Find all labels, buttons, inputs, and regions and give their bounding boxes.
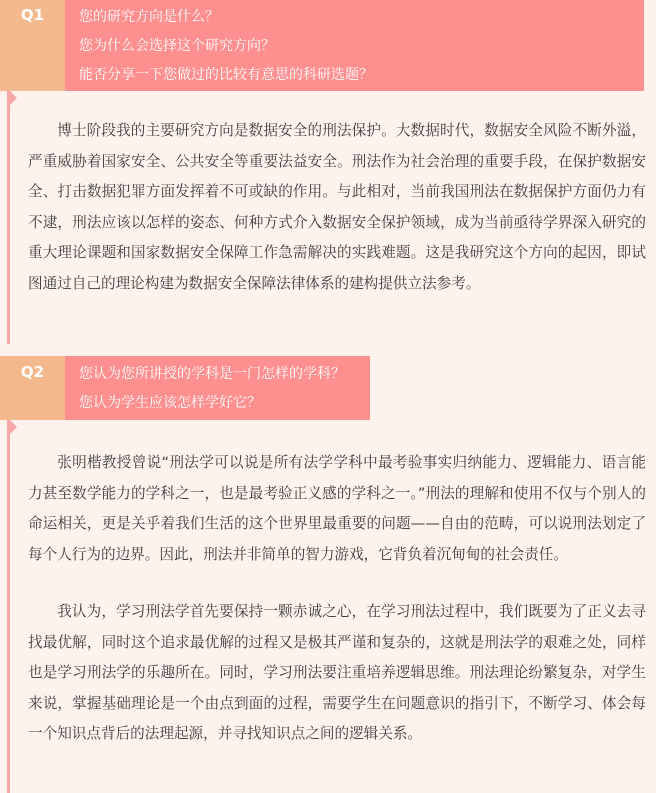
q2-answer-paragraph-1: 张明楷教授曾说“刑法学可以说是所有法学学科中最考验事实归纳能力、逻辑能力、语言能力甚至数学能力的学科之一，也是最考验正义感的学科之一。”刑法的理解和使用不仅与个别人的命运相关，更是关乎着我们生活的这个世界里最重要的问题——自由的范畴，可以说刑法划定了每个人行为的边界。因此，刑法并非简单的智力游戏，它背负着沉甸甸的社会责任。 — [28, 454, 646, 563]
q1-question-1: 您的研究方向是什么？ — [79, 9, 219, 25]
q2-answer-paragraph-2: 我认为，学习刑法学首先要保持一颗赤诚之心，在学习刑法过程中，我们既要为了正义去寻找最优解，同时这个追求最优解的过程又是极其严谨和复杂的，这就是刑法学的艰难之处，同样也是学习刑法学的乐趣所在。同时，学习刑法要注重培养逻辑思维。刑法理论纷繁复杂，对学生来说，掌握基础理论是一个由点到面的过程，需要学生在问题意识的指引下，不断学习、体会每一个知识点背后的法理起源，并寻找知识点之间的逻辑关系。 — [28, 603, 646, 742]
q1-header — [0, 0, 644, 91]
q1-question-2: 您为什么会选择这个研究方向？ — [79, 38, 275, 54]
q1-question-box — [65, 0, 644, 91]
q1-timeline — [7, 91, 10, 344]
q1-question-3: 能否分享一下您做过的比较有意思的科研选题？ — [79, 67, 373, 83]
q2-question-1: 您认为您所讲授的学科是一门怎样的学科？ — [79, 366, 345, 382]
q2-tag: Q2 — [0, 356, 65, 420]
q2-timeline — [7, 420, 10, 793]
q1-timeline-notch — [10, 91, 17, 105]
q2-question-2: 您认为学生应该怎样学好它？ — [79, 395, 261, 411]
q2-question-box — [65, 356, 370, 420]
q1-answer-paragraph: 博士阶段我的主要研究方向是数据安全的刑法保护。大数据时代，数据安全风险不断外溢，严重威胁着国家安全、公共安全等重要法益安全。刑法作为社会治理的重要手段，在保护数据安全、打击数据犯罪方面发挥着不可或缺的作用。与此相对，当前我国刑法在数据保护方面仍力有不逮，刑法应该以怎样的姿态、何种方式介入数据安全保护领域，成为当前亟待学界深入研究的重大理论课题和国家数据安全保障工作急需解决的实践难题。这是我研究这个方向的起因，即试图通过自己的理论构建为数据安全保障法律体系的建构提供立法参考。 — [28, 122, 646, 292]
q1-tag: Q1 — [0, 0, 65, 91]
q2-timeline-notch — [10, 420, 17, 434]
q2-header — [0, 356, 370, 420]
